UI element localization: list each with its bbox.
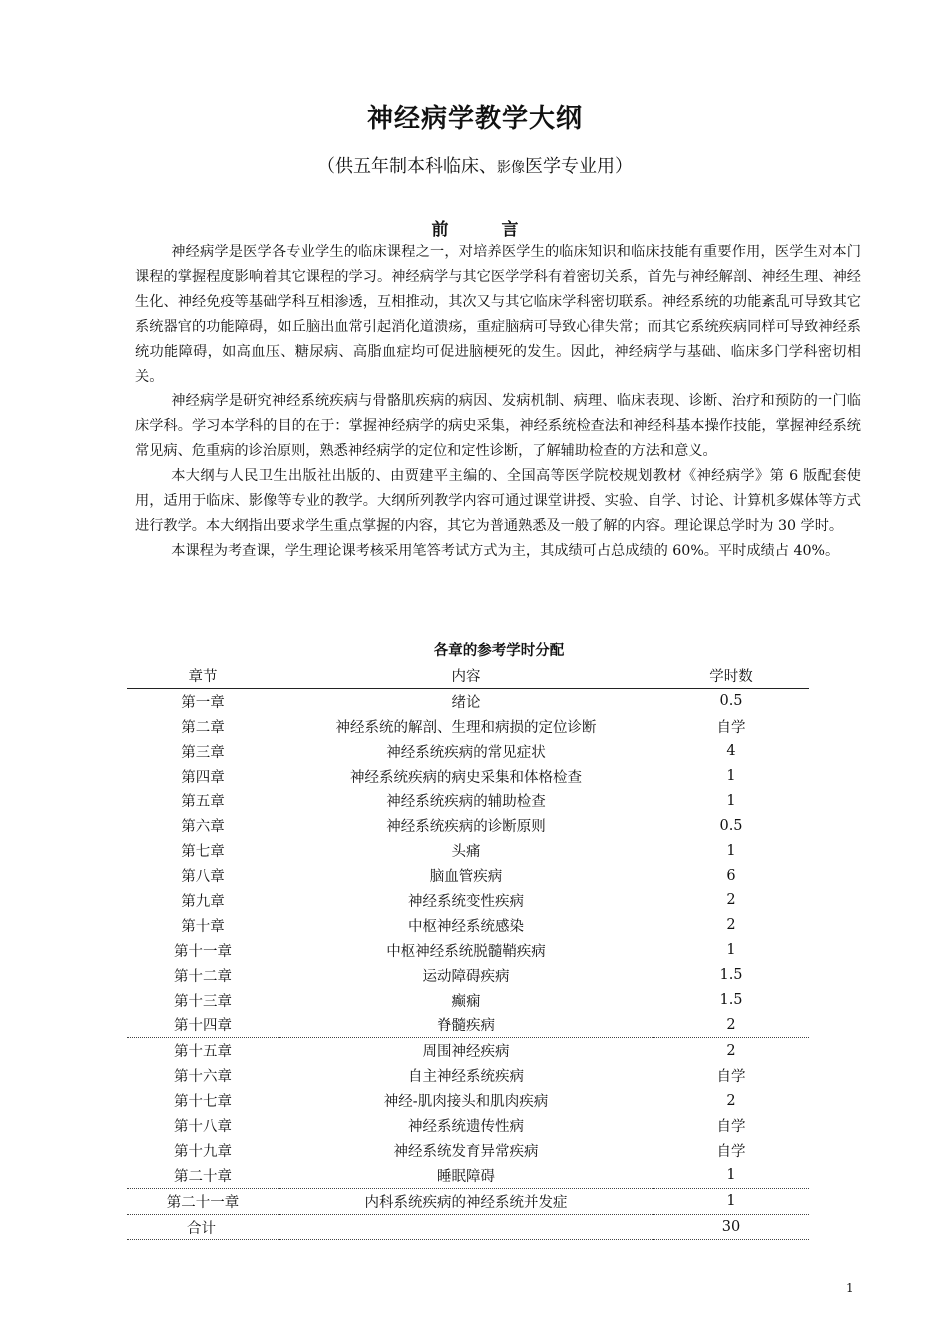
total-value: 30: [721, 1219, 741, 1236]
paragraph-2: 神经病学是研究神经系统疾病与骨骼肌疾病的病因、发病机制、病理、临床表现、诊断、治疗和预防的一门临床学科。学习本学科的目的在于：掌握神经病学的病史采集，神经系统检查法和神经科基本操作技能，掌握神经系统常见病、危重病的诊治原则，熟悉神经病学的定位和定性诊断，了解辅助检查的方法和意义。: [135, 393, 861, 460]
table-row: [127, 1188, 809, 1214]
table-row: [127, 714, 809, 739]
hours-cell: 1: [726, 792, 736, 809]
preface-body: [135, 240, 861, 564]
table-row: [127, 938, 809, 963]
table-row: [127, 838, 809, 863]
table-header-row: [127, 663, 809, 688]
table-row: [127, 863, 809, 888]
content-cell: 神经系统疾病的诊断原则: [386, 819, 546, 836]
chapter-cell: 第二十一章: [166, 1194, 240, 1211]
hours-cell: 0.5: [719, 817, 743, 834]
content-cell: 神经系统的解剖、生理和病损的定位诊断: [335, 719, 597, 736]
table-row: [127, 1012, 809, 1037]
chapter-cell: 第十三章: [174, 993, 232, 1010]
hours-cell: 1.5: [719, 992, 743, 1009]
content-cell: 运动障碍疾病: [422, 968, 510, 985]
chapter-cell: 第二章: [181, 719, 225, 736]
paragraph-3: 本大纲与人民卫生出版社出版的、由贾建平主编的、全国高等医学院校规划教材《神经病学》第 6 版配套使用，适用于临床、影像等专业的教学。大纲所列教学内容可通过课堂讲授、实验、自学、讨论、计算机多媒体等方式进行教学。本大纲指出要求学生重点掌握的内容，其它为普通熟悉及一般了解的内容。理论课总学时为 30 学时。: [135, 468, 861, 534]
hours-cell: 自学: [716, 1118, 746, 1135]
table-row: [127, 1063, 809, 1088]
table-row: [127, 1113, 809, 1138]
chapter-cell: 第十二章: [174, 968, 232, 985]
header-hours: 学时数: [709, 668, 753, 685]
chapter-cell: 第二十章: [174, 1168, 232, 1185]
hours-cell: 4: [726, 743, 736, 760]
chapter-cell: 第八章: [181, 869, 225, 886]
table-row: [127, 813, 809, 838]
chapter-cell: 第十八章: [174, 1118, 232, 1135]
content-cell: 中枢神经系统感染: [408, 918, 524, 935]
table-row: [127, 913, 809, 938]
chapter-cell: 第十一章: [174, 943, 232, 960]
table-row: [127, 963, 809, 988]
content-cell: 周围神经疾病: [422, 1044, 510, 1061]
table-row: [127, 988, 809, 1013]
content-cell: 神经系统遗传性病: [408, 1118, 524, 1135]
hours-cell: 1.5: [719, 967, 743, 984]
hours-cell: 1: [726, 768, 736, 784]
table-row: [127, 1038, 809, 1063]
header-content: 内容: [451, 668, 481, 685]
chapter-cell: 第十五章: [174, 1044, 232, 1061]
content-cell: 神经系统疾病的病史采集和体格检查: [350, 769, 582, 786]
schedule-table: [127, 663, 809, 1240]
hours-cell: 自学: [716, 1069, 746, 1086]
content-cell: 头痛: [451, 844, 481, 861]
content-cell: 癫痫: [451, 993, 481, 1010]
chapter-cell: 第十章: [181, 918, 225, 935]
table-row: [127, 1088, 809, 1113]
content-cell: 神经系统疾病的辅助检查: [386, 794, 546, 811]
table-total-row: [127, 1214, 809, 1240]
table-row: [127, 888, 809, 913]
table-caption: 各章的参考学时分配: [433, 643, 565, 659]
hours-cell: 6: [726, 867, 736, 884]
hours-cell: 2: [726, 1016, 736, 1033]
hours-cell: 1: [726, 942, 736, 959]
content-cell: 脑血管疾病: [429, 869, 503, 886]
chapter-cell: 第十六章: [174, 1069, 232, 1086]
content-cell: 神经系统变性疾病: [408, 893, 524, 910]
page-number: 1: [846, 1281, 854, 1295]
document-title: 神经病学教学大纲: [366, 104, 583, 134]
total-spacer: [279, 1214, 653, 1240]
chapter-cell: 第一章: [181, 694, 225, 711]
content-cell: 脊髓疾病: [437, 1018, 495, 1035]
document-subtitle: [0, 152, 950, 178]
content-cell: 神经系统疾病的常见症状: [386, 744, 546, 761]
chapter-cell: 第十九章: [174, 1143, 232, 1160]
table-row: [127, 788, 809, 813]
content-cell: 绪论: [451, 694, 481, 711]
content-cell: 神经-肌肉接头和肌肉疾病: [383, 1094, 549, 1111]
table-row: [127, 1163, 809, 1188]
chapter-cell: 第五章: [181, 794, 225, 811]
hours-cell: 0.5: [719, 693, 743, 710]
chapter-cell: 第三章: [181, 744, 225, 761]
table-row: [127, 688, 809, 713]
chapter-cell: 第十七章: [174, 1094, 232, 1111]
chapter-cell: 第四章: [181, 769, 225, 786]
paragraph-4: 本课程为考查课，学生理论课考核采用笔答考试方式为主，其成绩可占总成绩的 60%。平时成绩占 40%。: [171, 542, 840, 559]
hours-cell: 2: [726, 917, 736, 934]
hours-cell: 2: [726, 1092, 736, 1109]
content-cell: 中枢神经系统脱髓鞘疾病: [386, 943, 546, 960]
content-cell: 神经系统发育异常疾病: [393, 1143, 539, 1160]
hours-cell: 2: [726, 1042, 736, 1059]
hours-cell: 1: [726, 1167, 736, 1184]
chapter-cell: 第九章: [181, 893, 225, 910]
total-label: 合计: [187, 1220, 216, 1237]
hours-cell: 自学: [716, 719, 746, 736]
hours-cell: 1: [726, 1193, 736, 1210]
table-body: [127, 688, 809, 1240]
subtitle-part-2: 影像: [497, 160, 525, 176]
table-row: [127, 1138, 809, 1163]
hours-cell: 1: [726, 842, 736, 859]
chapter-cell: 第七章: [181, 844, 225, 861]
table-row: [127, 739, 809, 764]
chapter-cell: 第十四章: [174, 1018, 232, 1035]
hours-cell: 自学: [716, 1143, 746, 1160]
header-chapter: 章节: [188, 668, 218, 685]
preface-heading: 前 言: [431, 220, 537, 240]
hours-cell: 2: [726, 892, 736, 909]
chapter-cell: 第六章: [181, 819, 225, 836]
content-cell: 睡眠障碍: [437, 1168, 495, 1185]
content-cell: 内科系统疾病的神经系统并发症: [364, 1194, 568, 1211]
content-cell: 自主神经系统疾病: [408, 1069, 524, 1086]
subtitle-part-3: 医学专业用）: [525, 156, 633, 177]
subtitle-part-1: （供五年制本科临床、: [317, 156, 497, 177]
paragraph-1: 神经病学是医学各专业学生的临床课程之一，对培养医学生的临床知识和临床技能有重要作用，医学生对本门课程的掌握程度影响着其它课程的学习。神经病学与其它医学学科有着密切关系，首先与神经解剖、神经生理、神经生化、神经免疫等基础学科互相渗透，互相推动，其次又与其它临床学科密切联系。神经系统的功能紊乱可导致其它系统器官的功能障碍，如丘脑出血常引起消化道溃疡，重症脑病可导致心律失常；而其它系统疾病同样可导致神经系统功能障碍，如高血压、糖尿病、高脂血症均可促进脑梗死的发生。因此，神经病学与基础、临床多门学科密切相关。: [135, 244, 861, 385]
table-row: [127, 764, 809, 789]
